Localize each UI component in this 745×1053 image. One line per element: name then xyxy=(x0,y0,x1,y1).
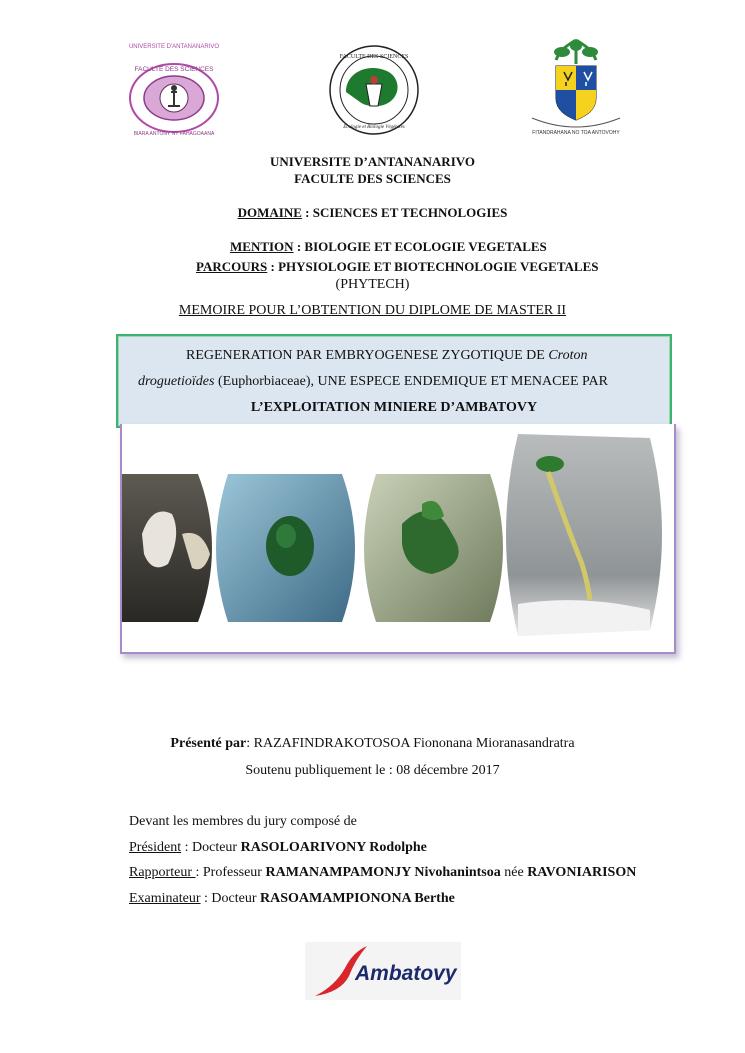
rapporteur-nee: née xyxy=(500,865,528,880)
rapporteur-maiden-name: RAVONIARISON xyxy=(527,865,637,880)
faculty-name: FACULTE DES SCIENCES xyxy=(294,171,451,186)
mention-label: MENTION xyxy=(230,239,294,254)
president-sep: : Docteur xyxy=(181,840,241,855)
title-line-3: L’EXPLOITATION MINIERE D’AMBATOVY xyxy=(250,400,538,415)
embryo-photo-3 xyxy=(364,474,503,622)
university-crest-right xyxy=(526,36,626,140)
ambatovy-logo-text: Ambatovy xyxy=(355,962,457,985)
mention-value: : BIOLOGIE ET ECOLOGIE VEGETALES xyxy=(293,239,547,254)
presented-label: Présenté par xyxy=(170,736,247,751)
jury-examinateur xyxy=(129,891,455,907)
embryo-photo-2 xyxy=(216,474,355,622)
defense-date: Soutenu publiquement le : 08 décembre 2017 xyxy=(245,763,500,778)
title-line-1 xyxy=(186,348,587,364)
ambatovy-logo xyxy=(305,942,461,1000)
title-line-1-text: REGENERATION PAR EMBRYOGENESE ZYGOTIQUE DE xyxy=(186,348,549,363)
memoire-line xyxy=(0,303,745,319)
president-label: Président xyxy=(129,840,182,855)
parcours-value: : PHYSIOLOGIE ET BIOTECHNOLOGIE VEGETALES xyxy=(267,259,599,274)
title-box xyxy=(116,334,672,428)
left-seal-ring-text: FACULTE DES SCIENCES xyxy=(134,66,214,73)
faculty-seal-center xyxy=(328,44,420,136)
center-seal-bottom-text: Ecologie et Biologie Végétales xyxy=(343,125,405,130)
memoire-text: MEMOIRE POUR L’OBTENTION DU DIPLOME DE MASTER II xyxy=(178,303,567,318)
title-line-2 xyxy=(138,374,608,390)
domaine-line xyxy=(0,205,745,221)
left-seal-top-text: UNIVERSITE D'ANTANANARIVO xyxy=(128,44,220,50)
faculty-seal-left xyxy=(124,40,224,140)
university-name: UNIVERSITE D’ANTANANARIVO xyxy=(270,154,475,169)
rapporteur-label: Rapporteur xyxy=(129,865,196,880)
parcours-abbr: (PHYTECH) xyxy=(335,277,410,292)
right-crest-ribbon-text: FITANDRAHANA NO TOA ANTOVOHY xyxy=(532,130,620,136)
mention-line xyxy=(230,239,547,255)
parcours-label: PARCOURS xyxy=(196,259,268,274)
title-genus: Croton xyxy=(548,348,588,363)
presented-by-line xyxy=(0,736,745,752)
rapporteur-sep: : Professeur xyxy=(195,865,266,880)
examinateur-sep: : Docteur xyxy=(200,891,261,906)
examinateur-name: RASOAMAMPIONONA Berthe xyxy=(260,891,455,906)
domaine-value: : SCIENCES ET TECHNOLOGIES xyxy=(301,205,508,220)
jury-intro: Devant les membres du jury composé de xyxy=(129,814,357,829)
embryo-photo-strip xyxy=(120,424,676,654)
domaine-label: DOMAINE xyxy=(237,205,302,220)
jury-president xyxy=(129,840,427,856)
embryo-photo-4 xyxy=(506,434,662,636)
examinateur-label: Examinateur xyxy=(129,891,201,906)
president-name: RASOLOARIVONY Rodolphe xyxy=(240,840,427,855)
left-seal-bottom-text: BIARA ANTONY NY FAHAGOAANA xyxy=(133,131,215,137)
parcours-line xyxy=(196,259,599,275)
title-line-2-text: (Euphorbiaceae), UNE ESPECE ENDEMIQUE ET MENACEE PAR xyxy=(214,374,608,389)
embryo-photo-1 xyxy=(122,474,212,622)
title-species: droguetioïdes xyxy=(138,374,215,389)
center-seal-ring-text: FACULTE DES SCIENCES xyxy=(339,54,409,60)
jury-rapporteur xyxy=(129,865,636,881)
rapporteur-name: RAMANAMPAMONJY Nivohanintsoa xyxy=(265,865,501,880)
presented-value: : RAZAFINDRAKOTOSOA Fiononana Mioranasandratra xyxy=(246,736,575,751)
